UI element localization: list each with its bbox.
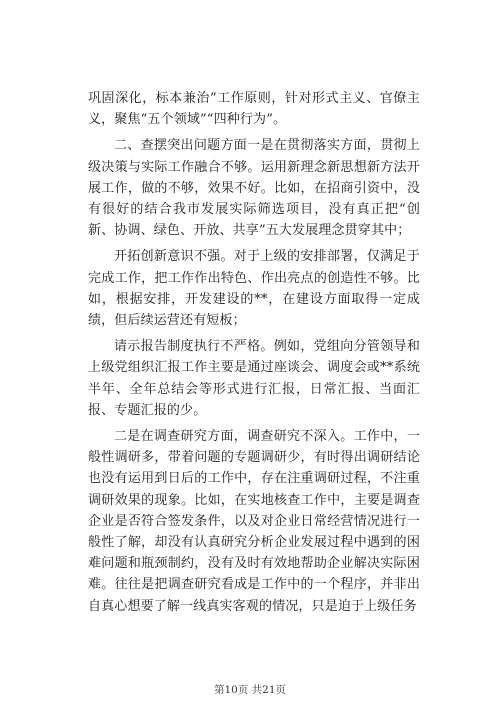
paragraph-5: 二是在调查研究方面，调查研究不深入。工作中，一般性调研多，带着问题的专题调研少，有时得出调研结论也没有运用到日后的工作中，存在注重调研过程，不注重调研效果的现象。比如，在实地核查工作中，主要是调查企业是否符合签发条件，以及对企业日常经营情况进行一般性了解，却没有认真研究分析企业发展过程中遇到的困难问题和瓶颈制约，没有及时有效地帮助企业解决实际困难。往往是把调查研究看成是工作中的一个程序，并非出自真心想要了解一线真实客观的情况，只是迫于上级任务 [88, 429, 420, 614]
page-footer: 第10页 共21页 [213, 684, 287, 696]
paragraph-4: 请示报告制度执行不严格。例如，党组向分管领导和上级党组织汇报工作主要是通过座谈会、调度会或**系统半年、全年总结会等形式进行汇报，日常汇报、当面汇报、专题汇报的少。 [88, 339, 420, 418]
paragraph-3: 开拓创新意识不强。对于上级的安排部署，仅满足于完成工作，把工作作出特色、作出亮点的创造性不够。比如，根据安排，开发建设的**，在建设方面取得一定成绩，但后续运营还有短板； [88, 249, 420, 329]
paragraph-1: 巩固深化，标本兼治”工作原则，针对形式主义、官僚主义，聚焦“五个领域”“四种行为”。 [88, 91, 420, 128]
paragraph-2: 二、查摆突出问题方面一是在贯彻落实方面，贯彻上级决策与实际工作融合不够。运用新理念新思想新方法开展工作，做的不够，效果不好。比如，在招商引资中，没有很好的结合我市发展实际筛选项目，没有真正把“创新、协调、绿色、开放、共享”五大发展理念贯穿其中； [88, 138, 420, 239]
document-body [88, 88, 420, 622]
